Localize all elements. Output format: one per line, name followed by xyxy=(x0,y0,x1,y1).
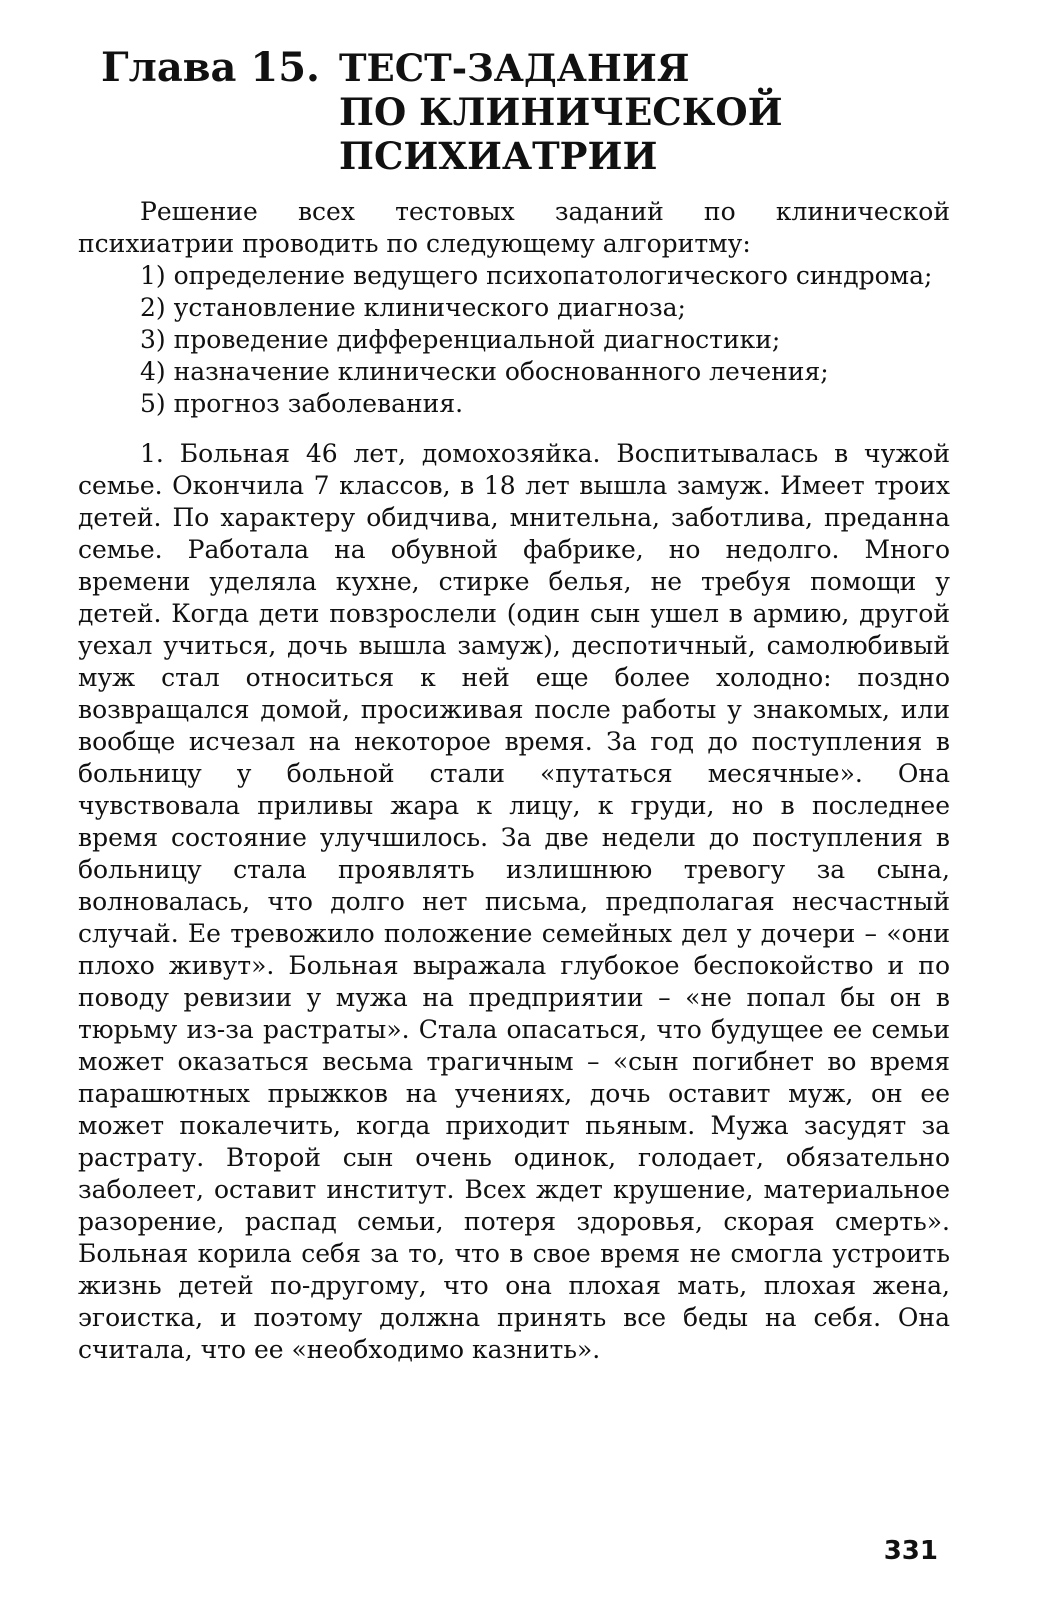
chapter-title xyxy=(339,46,783,178)
intro-paragraph: Решение всех тестовых заданий по клинической психиатрии проводить по следующему алгоритму: xyxy=(78,197,950,258)
chapter-title-line: ПО КЛИНИЧЕСКОЙ xyxy=(339,90,783,134)
chapter-title-line: ТЕСТ-ЗАДАНИЯ xyxy=(339,46,690,90)
algorithm-step: 3) проведение дифференциальной диагностики; xyxy=(140,325,781,354)
algorithm-step: 4) назначение клинически обоснованного лечения; xyxy=(140,357,829,386)
case-paragraph: 1. Больная 46 лет, домохозяйка. Воспитывалась в чужой семье. Окончила 7 классов, в 18 лет вышла замуж. Имеет троих детей. По характеру обидчива, мнительна, заботлива, преданна семье. Работала на обувной фабрике, но недолго. Много времени уделяла кухне, стирке белья, не требуя помощи у детей. Когда дети повзрослели (один сын ушел в армию, другой уехал учиться, дочь вышла замуж), деспотичный, самолюбивый муж стал относиться к ней еще более холодно: поздно возвращался домой, просиживая после работы у знакомых, или вообще исчезал на некоторое время. За год до поступления в больницу у больной стали «путаться месячные». Она чувствовала приливы жара к лицу, к груди, но в последнее время состояние улучшилось. За две недели до поступления в больницу стала проявлять излишнюю тревогу за сына, волновалась, что долго нет письма, предполагая несчастный случай. Ее тревожило положение семейных дел у дочери – «они плохо живут». Больная выражала глубокое беспокойство и по поводу ревизии у мужа на предприятии – «не попал бы он в тюрьму из-за растраты». Стала опасаться, что будущее ее семьи может оказаться весьма трагичным – «сын погибнет во время парашютных прыжков на учениях, дочь оставит муж, он ее может покалечить, когда приходит пьяным. Мужа засудят за растрату. Второй сын очень одинок, голодает, обязательно заболеет, оставит институт. Всех ждет крушение, материальное разорение, распад семьи, потеря здоровья, скорая смерть». Больная корила себя за то, что в свое время не смогла устроить жизнь детей по-другому, что она плохая мать, плохая жена, эгоистка, и поэтому должна принять все беды на себя. Она считала, что ее «необходимо казнить». xyxy=(78,439,950,1364)
page-number: 331 xyxy=(883,1536,938,1566)
algorithm-step: 5) прогноз заболевания. xyxy=(140,389,464,418)
body-text xyxy=(78,196,950,1366)
algorithm-step: 1) определение ведущего психопатологического синдрома; xyxy=(140,261,933,290)
chapter-title-line: ПСИХИАТРИИ xyxy=(339,134,658,178)
chapter-header xyxy=(101,46,961,178)
chapter-label: Глава 15. xyxy=(101,44,320,91)
algorithm-step: 2) установление клинического диагноза; xyxy=(140,293,686,322)
algorithm-steps xyxy=(78,260,950,420)
